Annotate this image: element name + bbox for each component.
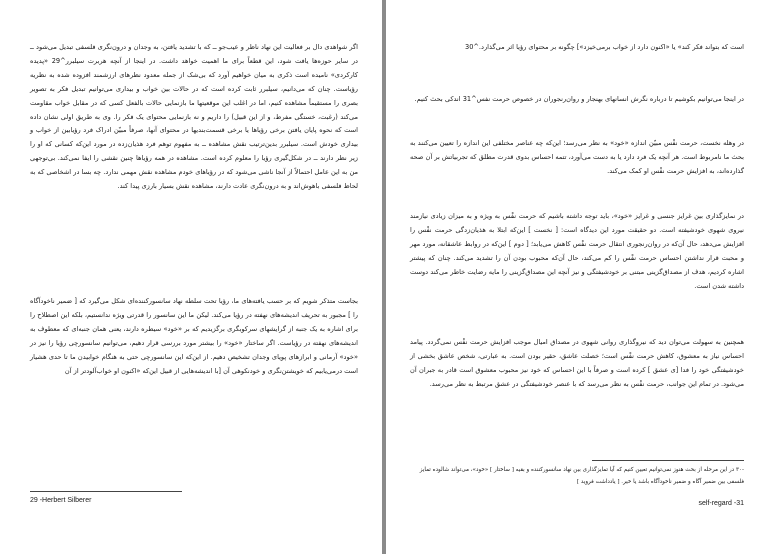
left-paragraph-2: بجاست متذکر شویم که بر حسب یافته‌های ما، رؤیا تحت سلطه نهاد سانسورکننده‌ای شکل می‌گیرد که [ ضمیر ناخودآگاه را ] مجبور به تحریف اندیشه‌های نهفته در رؤیا می‌کند. لیکن ما این سانسور را قدرتی ویژه ندانستیم، بلکه این اصطلاح را برای اشاره به یک جنبه از گرایشهای سرکوبگری برگزیدیم که بر «خود» سیطره دارند، یعنی همان جنبه‌ای که معطوف به اندیشه‌های نهفته در رؤیاست. اگر ساختار «خود» را بیشتر مورد بررسی قرار دهیم، می‌توانیم سانسورچی رؤیا را نیز در «خود» آرمانی و ابرازهای پویای وجدان تشخیص دهیم. از این‌که این سانسورچی حتی به هنگام خوابیدن ما تا حدی هشیار است درمی‌یابیم که خویشتن‌نگری و خودنکوهی آن [با اندیشه‌هایی از قبیل این‌که «اکنون او خواب‌آلودتر از آن	[30, 297, 358, 375]
left-paragraph-1: اگر شواهدی دال بر فعالیت این نهاد ناظر و عیب‌جو ــ که با تشدید یافتن، به وجدان و درون‌نگری فلسفی تبدیل می‌شود ــ در سایر حوزه‌ها یافت شود، این قطعاً برای ما اهمیت خواهد داشت. در اینجا از آنچه هربرت سیلبرر^29 «پدیده کارکردی» نامیده است ذکری به میان خواهیم آورد که بی‌شک از جمله معدود نظرهای ارزشمند افزوده شده به نظریه رؤیاست. چنان که می‌دانیم، سیلبرر ثابت کرده است که در حالات بین خواب و بیداری می‌توانیم تبدیل فکر به تصویر بصری را مستقیماً مشاهده کنیم، اما در اغلب این موقعیتها ما بازنمایی حالات بالفعل کسی که در مقابل خواب مقاومت می‌کند (رغبت، خستگی مفرط، و از این قبیل) را داریم و نه بازنمایی محتوای یک فکر را. وی به طریق اولی نشان داده است که نحوه پایان یافتن برخی رؤیاها یا برخی قسمت‌بندیها در محتوای آنها، صرفاً مبیّن ادراک فرد رؤیابین از خواب و بیداری خودش است. سیلبرر بدین‌ترتیب نقش مشاهده ــ به مفهوم توهم فرد هذیان‌زده در مورد این‌که کسانی که او را زیر نظر دارند ــ در شکل‌گیری رؤیا را معلوم کرده است. مشاهده در همه رؤیاها چنین نقشی را ایفا نمی‌کند. بی‌توجهی من به این عامل احتمالاً از آنجا ناشی می‌شود که در رؤیاهای خودم مشاهده نقش مهمی ندارد. چه بسا در اشخاصی که به لحاظ فلسفی باهوش‌اند و به درون‌نگری عادت دارند، مشاهده نقش بسیار بارزی پیدا کند.	[30, 43, 358, 191]
right-page	[386, 0, 768, 554]
footnote-30: -۳۰ در این مرحله از بحث هنوز نمی‌توانیم تعیین کنیم که آیا تمایزگذاری بین نهاد سانسورکننده و بقیه [ ساختار ] «خود»، می‌تواند شالوده تمایز فلسفی بین ضمیر آگاه و ضمیر ناخودآگاه باشد یا خیر. [ یادداشت فروید ]	[419, 467, 744, 485]
right-paragraph-4: در نمایزگذاری بین غرایز جنسی و غرایز «خود»، باید توجه داشته باشیم که حرمت نفْس به ویژه و به میزان زیادی نیازمند نیروی شهوی خودشیفته است. دو حقیقت مورد این دیدگاه است: [ نخست ] این‌که ابتلا به هذیان‌زدگی حرمت نفْس را افزایش می‌دهد، حال آن‌که در روان‌رنجوری انتقال حرمت نفْس کاهش می‌یابد؛ [ دوم ] این‌که در روابط عاشقانه، مورد مهر و محبت قرار نداشتن احساس حرمت نفْس را کم می‌کند، حال آن‌که محبوب بودن آن را تشدید می‌کند. چنان که پیشتر اشاره کردیم، هدف از مصداق‌گزینی مبتنی بر خودشیفتگی و نیز آنچه این مصداق‌گزینی را مایه رضایت خاطر می‌کند دوست داشته شدن است.	[410, 212, 744, 290]
right-paragraph-1: است که بتواند فکر کند» یا «اکنون دارد از خواب برمی‌خیزد»] چگونه بر محتوای رؤیا اثر می‌گذارد.^30	[465, 43, 744, 51]
right-paragraph-3: در وهله نخست، حرمت نفْس مبیّن اندازه «خود» به نظر می‌رسد؛ این‌که چه عناصر مختلفی این اندازه را تعیین می‌کنند به بحث ما نامربوط است. هر آنچه یک فرد دارد یا به دست می‌آورد، تتمه احساس بدوی قدرت مطلق که تجربیاتش بر آن صحه گذارده‌اند، به افزایش حرمت نفْس او کمک می‌کند.	[410, 139, 744, 175]
footnote-31: self-regard -31	[698, 500, 744, 507]
footnote-rule	[30, 491, 182, 492]
left-page	[0, 0, 382, 554]
right-paragraph-5: همچنین به سهولت می‌توان دید که نیروگذاری روانی شهوی در مصداق امیال موجب افزایش حرمت نفْس نمی‌گردد. پیامد احساس نیاز به معشوق، کاهش حرمت نفْس است؛ خصلت عاشق، حقیر بودن است. به عبارتی، شخص عاشق بخشی از خودشیفتگی خود را فدا [ی عشق ] کرده است و صرفاً با این احساس که خود نیز محبوب معشوق است قادر به جبران آن می‌شود. در تمام این جوانب، حرمت نفْس به نظر می‌رسد که با عنصر خودشیفتگی در عشق مرتبط به نظر می‌رسد.	[410, 338, 744, 388]
right-paragraph-2: در اینجا می‌توانیم بکوشیم تا درباره نگرش انسانهای بهنجار و روان‌رنجوران در خصوص حرمت نفس^31 اندکی بحث کنیم.	[414, 95, 744, 103]
footnote-rule	[592, 460, 744, 461]
footnote-29: 29 -Herbert Silberer	[30, 497, 92, 504]
